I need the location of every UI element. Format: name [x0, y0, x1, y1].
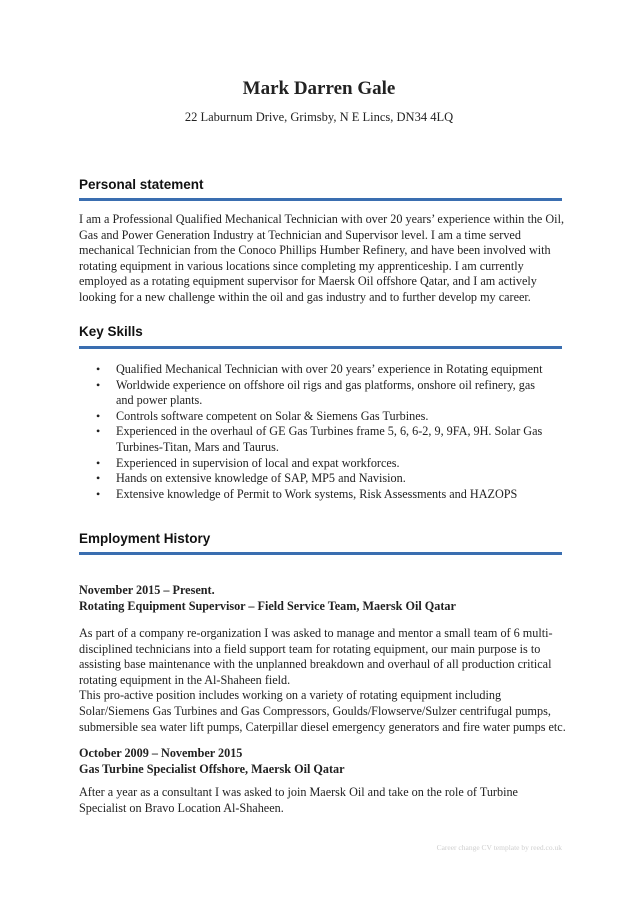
job-role: Gas Turbine Specialist Offshore, Maersk Oil Qatar	[79, 761, 345, 776]
job-dates: November 2015 – Present.	[79, 583, 215, 597]
employment-history-heading: Employment History	[79, 531, 211, 546]
personal-statement-text: I am a Professional Qualified Mechanical Technician with over 20 years’ experience within the Oil, Gas and Power Generation Industry at Technician and Supervisor level. I am a time served mechanical Technician from the Conoco Phillips Humber Refinery, and have been involved with rotating equipment in various locations since completing my apprenticeship. I am currently employed as a rotating equipment supervisor for Maersk Oil offshore Qatar, and I am actively looking for a new challenge within the oil and gas industry and to further develop my career.	[79, 212, 565, 304]
job-dates: October 2009 – November 2015	[79, 746, 243, 760]
job-role: Rotating Equipment Supervisor – Field Service Team, Maersk Oil Qatar	[79, 598, 456, 613]
personal-statement-heading: Personal statement	[79, 177, 204, 192]
key-skills-heading: Key Skills	[79, 324, 143, 339]
job-paragraph: As part of a company re-organization I was asked to manage and mentor a small team of 6 multi-disciplined technicians into a field support team for rotating equipment, our main purpose is to assisting base maintenance with the unplanned breakdown and overhaul of all production critical rotating equipment in the Al-Shaheen field.	[79, 626, 553, 687]
skill-item: • Controls software competent on Solar & Siemens Gas Turbines.	[94, 409, 554, 425]
candidate-name: Mark Darren Gale	[242, 78, 396, 99]
job-description	[79, 785, 567, 816]
job-header	[79, 583, 569, 614]
job-description	[79, 626, 567, 735]
job-header	[79, 746, 569, 777]
section-divider	[79, 346, 562, 349]
section-divider	[79, 198, 562, 201]
skill-item: • Experienced in the overhaul of GE Gas Turbines frame 5, 6, 6-2, 9, 9FA, 9H. Solar Gas Turbines-Titan, Mars and Taurus.	[94, 424, 554, 455]
job-paragraph: This pro-active position includes working on a variety of rotating equipment including Solar/Siemens Gas Turbines and Gas Compressors, Goulds/Flowserve/Sulzer centrifugal pumps, submersible sea water lift pumps, Caterpillar diesel emergency generators and fire water pumps etc.	[79, 688, 566, 734]
skill-item: • Qualified Mechanical Technician with over 20 years’ experience in Rotating equipment	[94, 362, 554, 378]
candidate-address: 22 Laburnum Drive, Grimsby, N E Lincs, DN34 4LQ	[184, 110, 454, 124]
job-paragraph: After a year as a consultant I was asked to join Maersk Oil and take on the role of Turbine Specialist on Bravo Location Al-Shaheen.	[79, 785, 518, 815]
skill-item: • Experienced in supervision of local and expat workforces.	[94, 456, 554, 472]
skill-item: • Hands on extensive knowledge of SAP, MP5 and Navision.	[94, 471, 554, 487]
skill-item: • Worldwide experience on offshore oil rigs and gas platforms, onshore oil refinery, gas and power plants.	[94, 378, 554, 409]
footer-credit: Career change CV template by reed.co.uk	[436, 843, 562, 852]
section-divider	[79, 552, 562, 555]
skill-item: • Extensive knowledge of Permit to Work systems, Risk Assessments and HAZOPS	[94, 487, 554, 503]
key-skills-list	[94, 362, 554, 502]
